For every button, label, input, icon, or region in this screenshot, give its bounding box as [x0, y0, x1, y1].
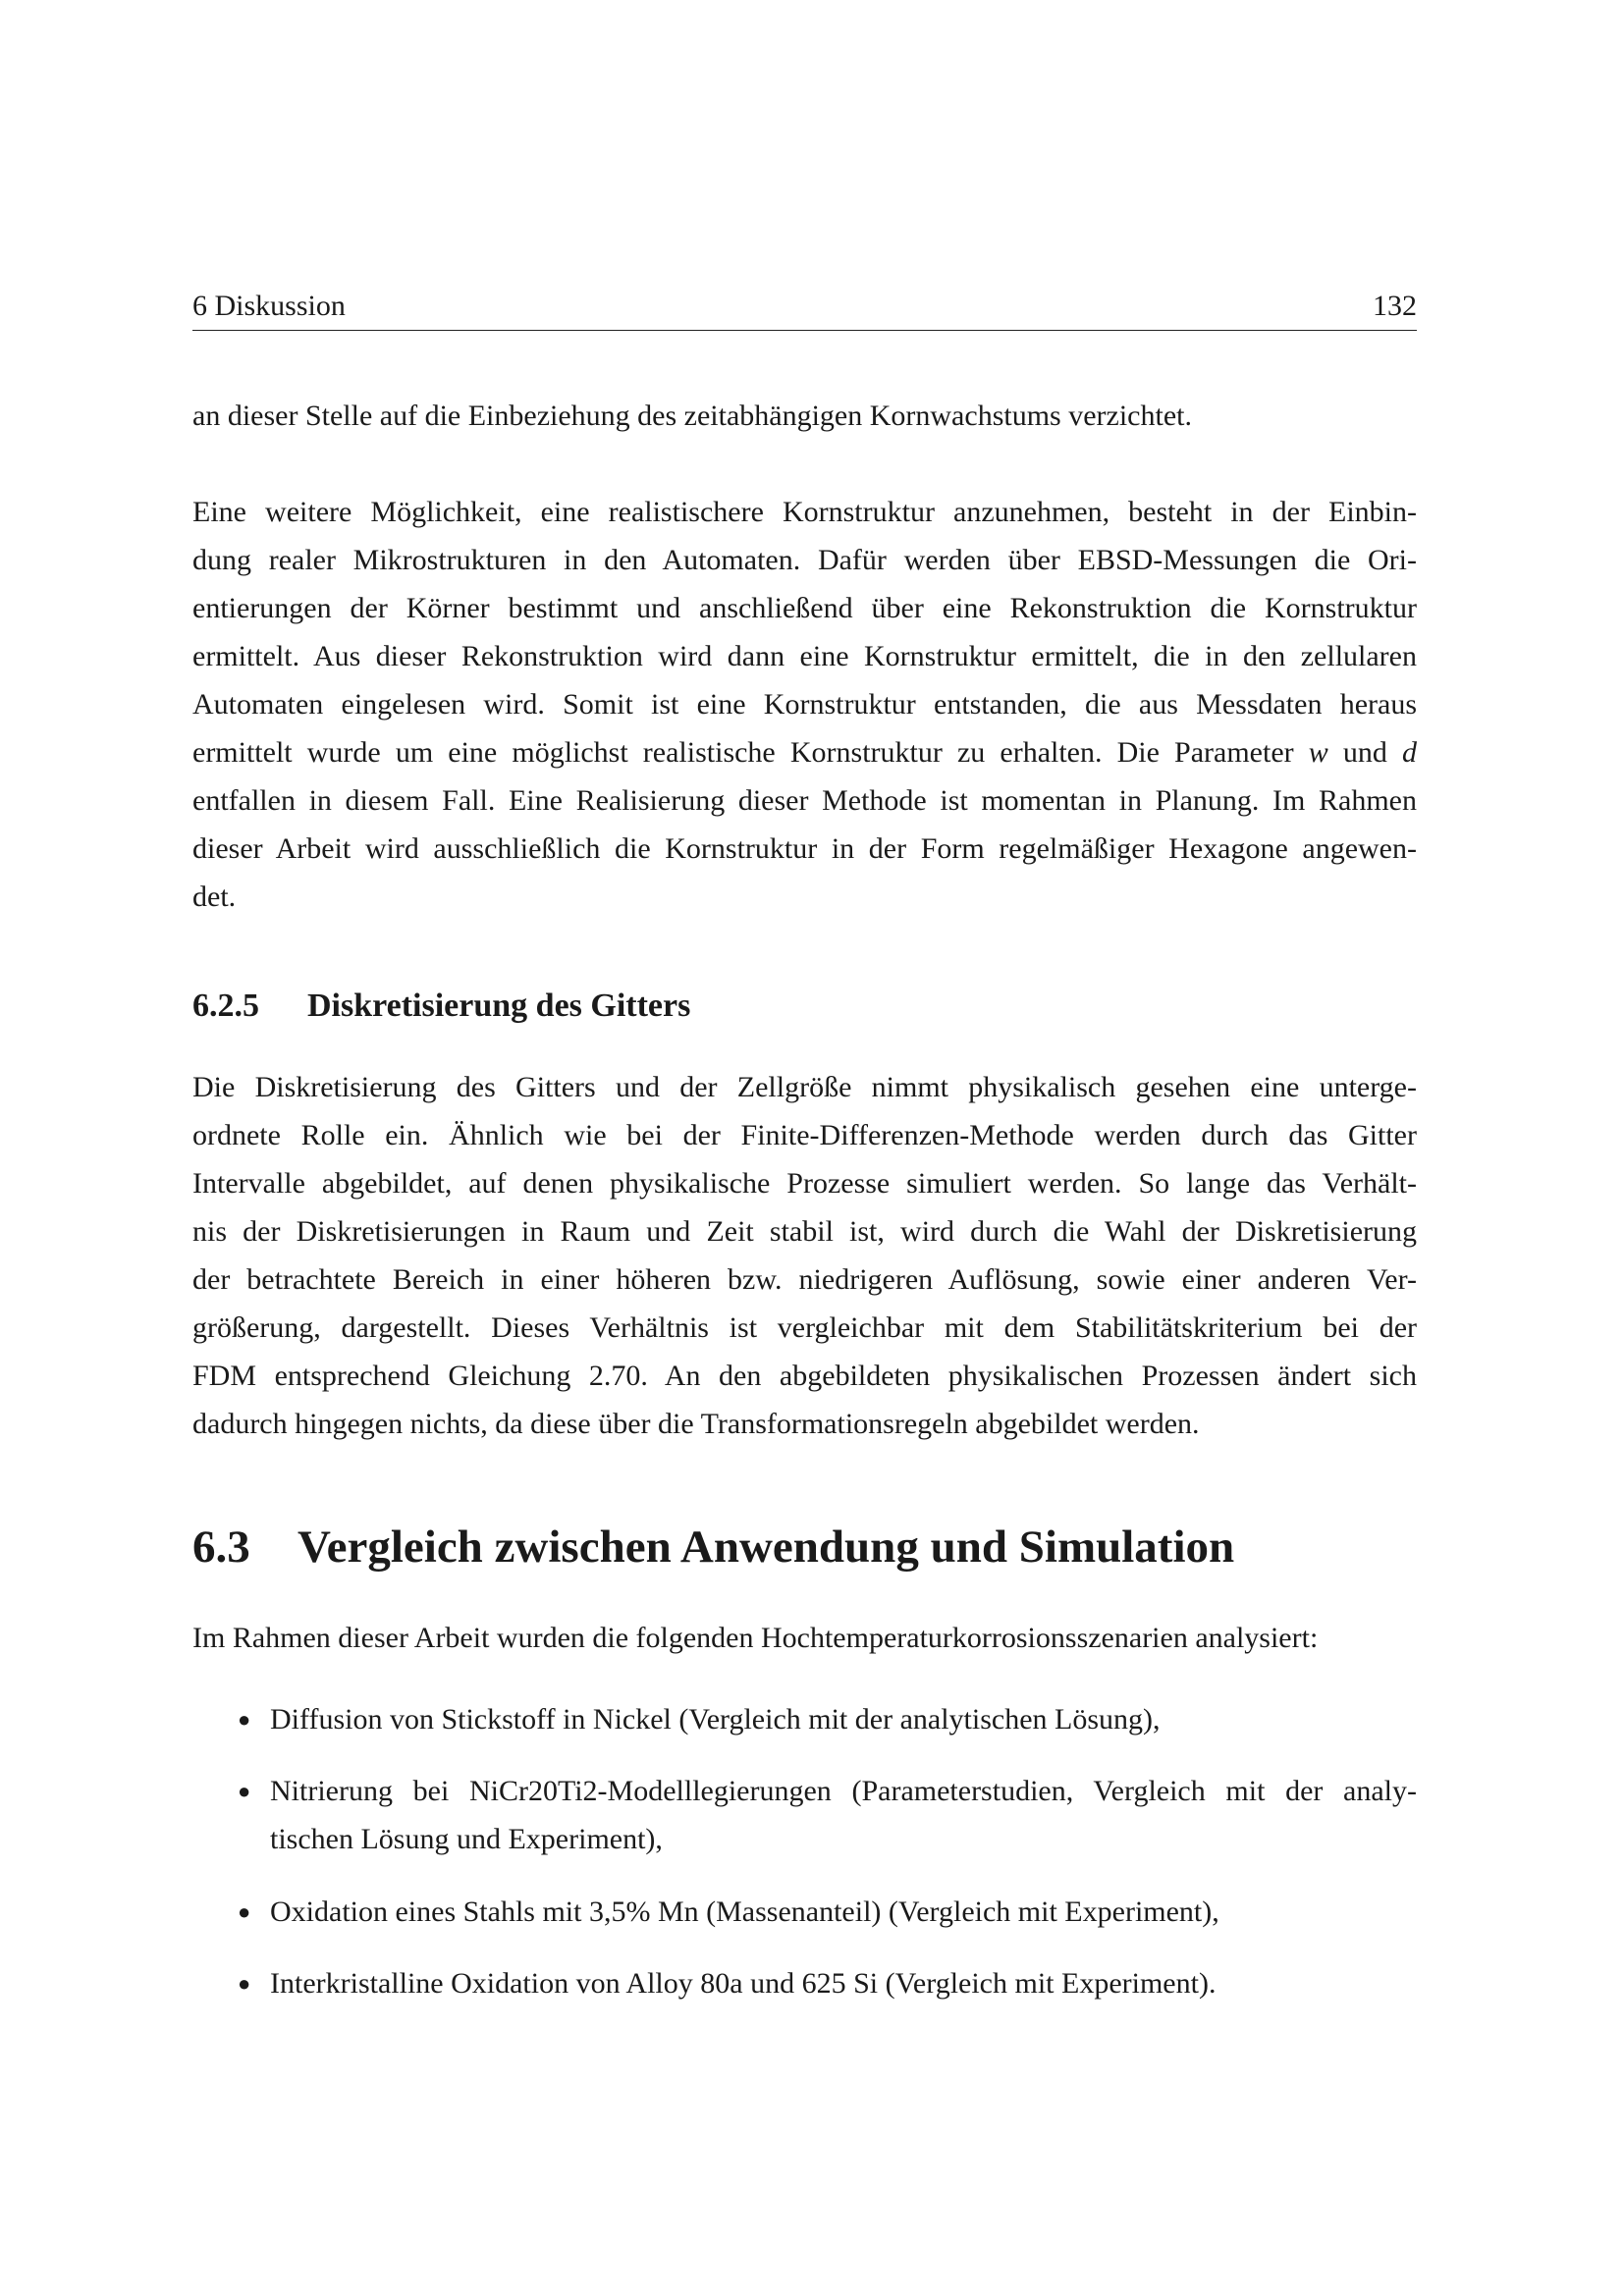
scenario-list	[192, 1959, 1417, 2007]
paragraph-grid-discretization	[192, 1063, 1417, 1448]
bullet-icon: ●	[238, 1971, 251, 1996]
text-line: dieser Arbeit wird ausschließlich die Kornstruktur in der Form regelmäßiger Hexagone angewen-	[192, 832, 1417, 865]
text-line: ordnete Rolle ein. Ähnlich wie bei der Finite-Differenzen-Methode werden durch das Gitter	[192, 1119, 1417, 1151]
text-line: det.	[192, 881, 237, 913]
variable-d: d	[1402, 736, 1417, 769]
text-segment: und	[1327, 736, 1402, 769]
text-line: an dieser Stelle auf die Einbeziehung des zeitabhängigen Kornwachstums verzichtet.	[192, 400, 1192, 432]
header-page-number: 132	[1373, 290, 1417, 322]
text-line: dung realer Mikrostrukturen in den Automaten. Dafür werden über EBSD-Messungen die Ori-	[192, 544, 1417, 576]
subsection-number: 6.2.5	[192, 988, 259, 1024]
text-line: nis der Diskretisierungen in Raum und Zeit stabil ist, wird durch die Wahl der Diskretisierung	[192, 1215, 1417, 1248]
text-line: Eine weitere Möglichkeit, eine realistischere Kornstruktur anzunehmen, besteht in der Einbin-	[192, 496, 1417, 528]
text-segment: ermittelt wurde um eine möglichst realistische Kornstruktur zu erhalten. Die Parameter	[192, 736, 1309, 769]
text-line: FDM entsprechend Gleichung 2.70. An den abgebildeten physikalischen Prozessen ändert sich	[192, 1360, 1417, 1392]
text-line: tischen Lösung und Experiment),	[270, 1823, 663, 1855]
subsection-title: Diskretisierung des Gitters	[307, 988, 691, 1024]
section-number: 6.3	[192, 1522, 250, 1573]
text-line: ermittelt. Aus dieser Rekonstruktion wird dann eine Kornstruktur ermittelt, die in den zellularen	[192, 640, 1417, 672]
scenario-list	[192, 1767, 1417, 1863]
header-chapter-title: 6 Diskussion	[192, 290, 346, 322]
section-intro-paragraph	[192, 1614, 1417, 1662]
text-line: Nitrierung bei NiCr20Ti2-Modelllegierungen (Parameterstudien, Vergleich mit der analy-	[270, 1775, 1417, 1807]
text-line: Im Rahmen dieser Arbeit wurden die folgenden Hochtemperaturkorrosionsszenarien analysiert:	[192, 1622, 1319, 1654]
text-line-with-variables	[192, 728, 1417, 776]
text-line: größerung, dargestellt. Dieses Verhältnis ist vergleichbar mit dem Stabilitätskriterium bei der	[192, 1311, 1417, 1344]
text-line: dadurch hingegen nichts, da diese über die Transformationsregeln abgebildet werden.	[192, 1408, 1200, 1440]
text-line: der betrachtete Bereich in einer höheren bzw. niedrigeren Auflösung, sowie einer anderen Ver-	[192, 1263, 1417, 1296]
list-item	[192, 1959, 1417, 2007]
text-line: Diffusion von Stickstoff in Nickel (Vergleich mit der analytischen Lösung),	[270, 1703, 1161, 1735]
section-heading-6-3	[192, 1520, 1234, 1575]
text-line: Intervalle abgebildet, auf denen physikalische Prozesse simuliert werden. So lange das Verhält-	[192, 1167, 1417, 1200]
bullet-icon: ●	[238, 1899, 251, 1924]
scenario-list	[192, 1695, 1417, 1743]
list-item	[192, 1767, 1417, 1863]
scenario-list	[192, 1888, 1417, 1936]
running-header	[192, 289, 1417, 331]
text-line: Die Diskretisierung des Gitters und der Zellgröße nimmt physikalisch gesehen eine unterge-	[192, 1071, 1417, 1103]
variable-w: w	[1308, 736, 1328, 769]
subsection-heading-6-2-5	[192, 987, 690, 1026]
continuation-paragraph	[192, 392, 1417, 440]
text-line: Oxidation eines Stahls mit 3,5% Mn (Massenanteil) (Vergleich mit Experiment),	[270, 1896, 1219, 1928]
list-item	[192, 1695, 1417, 1743]
list-item	[192, 1888, 1417, 1936]
text-line: Interkristalline Oxidation von Alloy 80a und 625 Si (Vergleich mit Experiment).	[270, 1967, 1217, 2000]
section-title: Vergleich zwischen Anwendung und Simulation	[298, 1522, 1235, 1573]
bullet-icon: ●	[238, 1707, 251, 1732]
text-line: entierungen der Körner bestimmt und anschließend über eine Rekonstruktion die Kornstruktur	[192, 592, 1417, 624]
bullet-icon: ●	[238, 1779, 251, 1803]
text-line: Automaten eingelesen wird. Somit ist eine Kornstruktur entstanden, die aus Messdaten heraus	[192, 688, 1417, 721]
paragraph-realistic-grain-structure	[192, 488, 1417, 921]
text-line: entfallen in diesem Fall. Eine Realisierung dieser Methode ist momentan in Planung. Im Rahmen	[192, 784, 1417, 817]
